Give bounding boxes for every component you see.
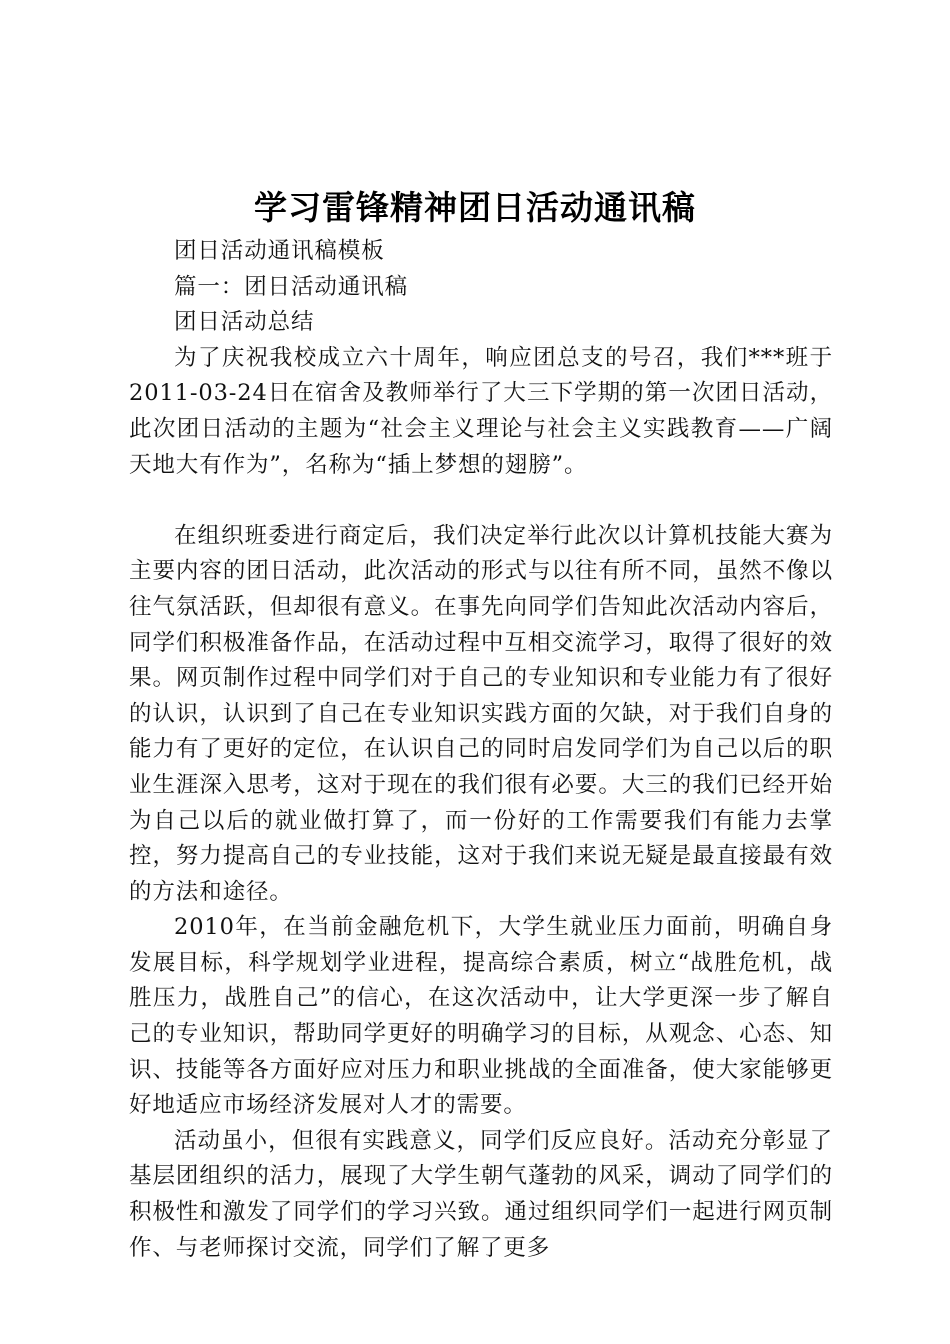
document-body (129, 234, 833, 1266)
document-title: 学习雷锋精神团日活动通讯稿 (254, 188, 696, 227)
paragraph-section-heading: 篇一：团日活动通讯稿 (174, 273, 409, 300)
paragraph-subtitle: 团日活动通讯稿模板 (174, 238, 385, 264)
paragraph-goals: 2010年，在当前金融危机下，大学生就业压力面前，明确自身发展目标，科学规划学业进程，提高综合素质，树立“战胜危机，战胜压力，战胜自己”的信心，在这次活动中，让大学更深一步了解自己的专业知识，帮助同学更好的明确学习的目标，从观念、心态、知识、技能等各方面好应对压力和职业挑战的全面准备，使大家能够更好地适应市场经济发展对人才的需要。 (129, 914, 833, 1119)
paragraph-conclusion: 活动虽小，但很有实践意义，同学们反应良好。活动充分彰显了基层团组织的活力，展现了大学生朝气蓬勃的风采，调动了同学们的积极性和激发了同学们的学习兴致。通过组织同学们一起进行网页制作、与老师探讨交流，同学们了解了更多 (129, 1127, 833, 1261)
paragraph-activity: 在组织班委进行商定后，我们决定举行此次以计算机技能大赛为主要内容的团日活动，此次活动的形式与以往有所不同，虽然不像以往气氛活跃，但却很有意义。在事先向同学们告知此次活动内容后，同学们积极准备作品，在活动过程中互相交流学习，取得了很好的效果。网页制作过程中同学们对于自己的专业知识和专业能力有了很好的认识，认识到了自己在专业知识实践方面的欠缺，对于我们自身的能力有了更好的定位，在认识自己的同时启发同学们为自己以后的职业生涯深入思考，这对于现在的我们很有必要。大三的我们已经开始为自己以后的就业做打算了，而一份好的工作需要我们有能力去掌控，努力提高自己的专业技能，这对于我们来说无疑是最直接最有效的方法和途径。 (129, 522, 833, 905)
paragraph-blank (129, 483, 833, 519)
paragraph-intro: 为了庆祝我校成立六十周年，响应团总支的号召，我们***班于2011-03-24日在宿舍及教师举行了大三下学期的第一次团日活动，此次团日活动的主题为“社会主义理论与社会主义实践教育——广阔天地大有作为”，名称为“插上梦想的翅膀”。 (129, 344, 833, 478)
paragraph-summary-heading: 团日活动总结 (174, 309, 315, 336)
